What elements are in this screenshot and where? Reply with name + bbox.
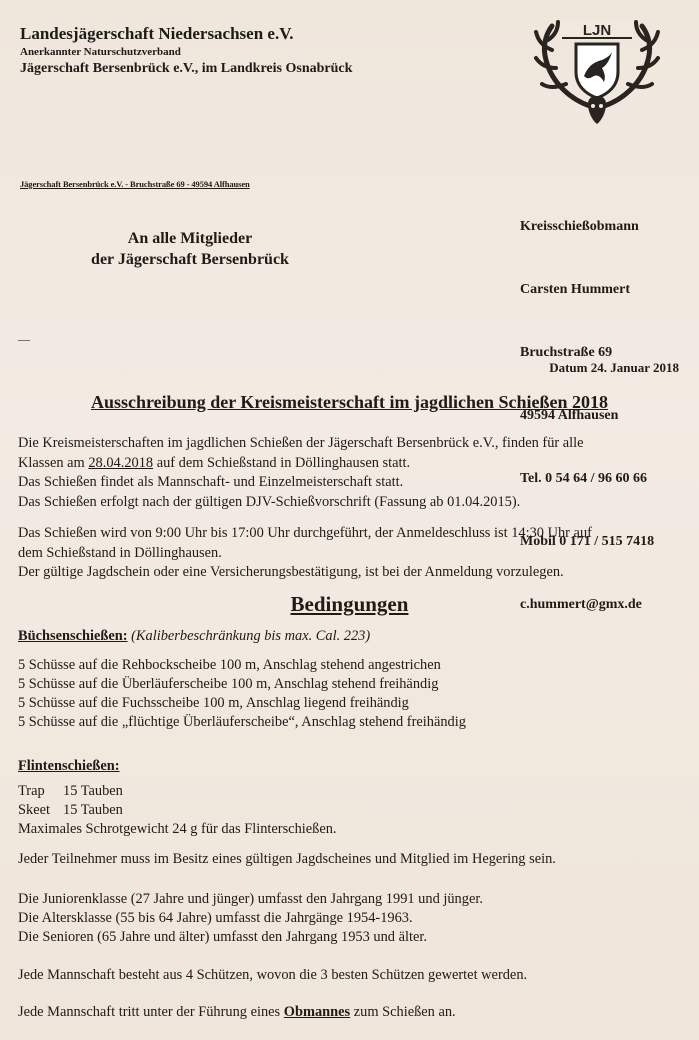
logo-letters: LJN bbox=[582, 22, 612, 39]
team-rule: Jede Mannschaft besteht aus 4 Schützen, wovon die 3 besten Schützen gewertet werden. bbox=[18, 967, 528, 983]
leader-rule bbox=[18, 1003, 688, 1023]
list-item bbox=[18, 782, 688, 801]
shotgun-heading: Flintenschießen: bbox=[18, 758, 120, 774]
conditions-heading: Bedingungen bbox=[290, 592, 409, 616]
age-classes bbox=[18, 890, 688, 947]
participant-requirement: Jeder Teilnehmer muss im Besitz eines gültigen Jagdscheines und Mitglied im Hegering sein. bbox=[18, 851, 556, 867]
contact-name: Carsten Hummert bbox=[520, 282, 631, 297]
skeet-value: 15 Tauben bbox=[63, 802, 123, 818]
list-item: Maximales Schrotgewicht 24 g für das Flinterschießen. bbox=[18, 821, 337, 837]
contact-role: Kreisschießobmann bbox=[520, 219, 639, 234]
organization-status: Anerkannter Naturschutzverband bbox=[20, 46, 181, 58]
skeet-label: Skeet bbox=[18, 802, 50, 818]
trap-value: 15 Tauben bbox=[63, 783, 123, 799]
rifle-list bbox=[18, 656, 688, 732]
list-item: Die Altersklasse (55 bis 64 Jahre) umfasst die Jahrgänge 1954-1963. bbox=[18, 910, 413, 926]
recipient-block bbox=[20, 228, 360, 270]
fold-mark: — bbox=[18, 332, 30, 346]
list-item: Die Senioren (65 Jahre und älter) umfasst den Jahrgang 1953 und älter. bbox=[18, 929, 427, 945]
intro-line: Das Schießen findet als Mannschaft- und Einzelmeisterschaft statt. bbox=[18, 474, 404, 490]
organization-name: Landesjägerschaft Niedersachsen e.V. bbox=[20, 24, 294, 43]
recipient-line: der Jägerschaft Bersenbrück bbox=[91, 251, 289, 268]
intro-paragraph bbox=[18, 434, 688, 512]
list-item bbox=[18, 801, 688, 820]
intro-text: auf dem Schießstand in Döllinghausen statt. bbox=[153, 454, 411, 471]
shotgun-list bbox=[18, 782, 688, 839]
list-item: 5 Schüsse auf die Überläuferscheibe 100 m, Anschlag stehend freihändig bbox=[18, 676, 439, 692]
times-line: Der gültige Jagdschein oder eine Versicherungsbestätigung, ist bei der Anmeldung vorzulegen. bbox=[18, 564, 564, 580]
leader-text: zum Schießen an. bbox=[350, 1004, 456, 1020]
list-item: Die Juniorenklasse (27 Jahre und jünger) umfasst den Jahrgang 1991 und jünger. bbox=[18, 891, 483, 907]
times-paragraph bbox=[18, 524, 688, 583]
branch-name: Jägerschaft Bersenbrück e.V., im Landkreis Osnabrück bbox=[20, 61, 353, 76]
leader-text: Jede Mannschaft tritt unter der Führung eines bbox=[18, 1004, 284, 1020]
intro-line bbox=[18, 454, 688, 474]
times-line: dem Schießstand in Döllinghausen. bbox=[18, 544, 222, 561]
leader-term: Obmannes bbox=[283, 1004, 351, 1020]
intro-line: Das Schießen erfolgt nach der gültigen DJV-Schießvorschrift (Fassung ab 01.04.2015). bbox=[18, 493, 521, 510]
contact-mobile: Mobil 0 171 / 515 7418 bbox=[520, 534, 655, 549]
rifle-caliber-note: (Kaliberbeschränkung bis max. Cal. 223) bbox=[127, 628, 371, 644]
rifle-heading-row bbox=[18, 628, 370, 645]
document-date: Datum 24. Januar 2018 bbox=[549, 360, 679, 375]
event-date: 28.04.2018 bbox=[88, 454, 154, 471]
intro-text: Klassen am bbox=[18, 454, 89, 471]
list-item: 5 Schüsse auf die „flüchtige Überläuferscheibe“, Anschlag stehend freihändig bbox=[18, 714, 466, 730]
document-title: Ausschreibung der Kreismeisterschaft im jagdlichen Schießen 2018 bbox=[91, 392, 608, 412]
contact-phone: Tel. 0 54 64 / 96 60 66 bbox=[520, 471, 648, 486]
contact-street: Bruchstraße 69 bbox=[520, 345, 613, 360]
intro-line: Die Kreismeisterschaften im jagdlichen Schießen der Jägerschaft Bersenbrück e.V., finden für alle bbox=[18, 435, 584, 451]
rifle-heading: Büchsenschießen: bbox=[18, 628, 128, 644]
contact-email: c.hummert@gmx.de bbox=[520, 597, 642, 612]
ljn-logo bbox=[532, 10, 662, 130]
sender-address-line: Jägerschaft Bersenbrück e.V. - Bruchstraße 69 - 49594 Alfhausen bbox=[20, 179, 250, 189]
trap-label: Trap bbox=[18, 783, 45, 799]
list-item: 5 Schüsse auf die Rehbockscheibe 100 m, Anschlag stehend angestrichen bbox=[18, 657, 441, 673]
recipient-line: An alle Mitglieder bbox=[127, 230, 253, 247]
list-item: 5 Schüsse auf die Fuchsscheibe 100 m, Anschlag liegend freihändig bbox=[18, 695, 409, 711]
contact-city: 49594 Alfhausen bbox=[520, 408, 619, 423]
times-line: Das Schießen wird von 9:00 Uhr bis 17:00 Uhr durchgeführt, der Anmeldeschluss ist 14:30 Uhr auf bbox=[18, 525, 592, 541]
